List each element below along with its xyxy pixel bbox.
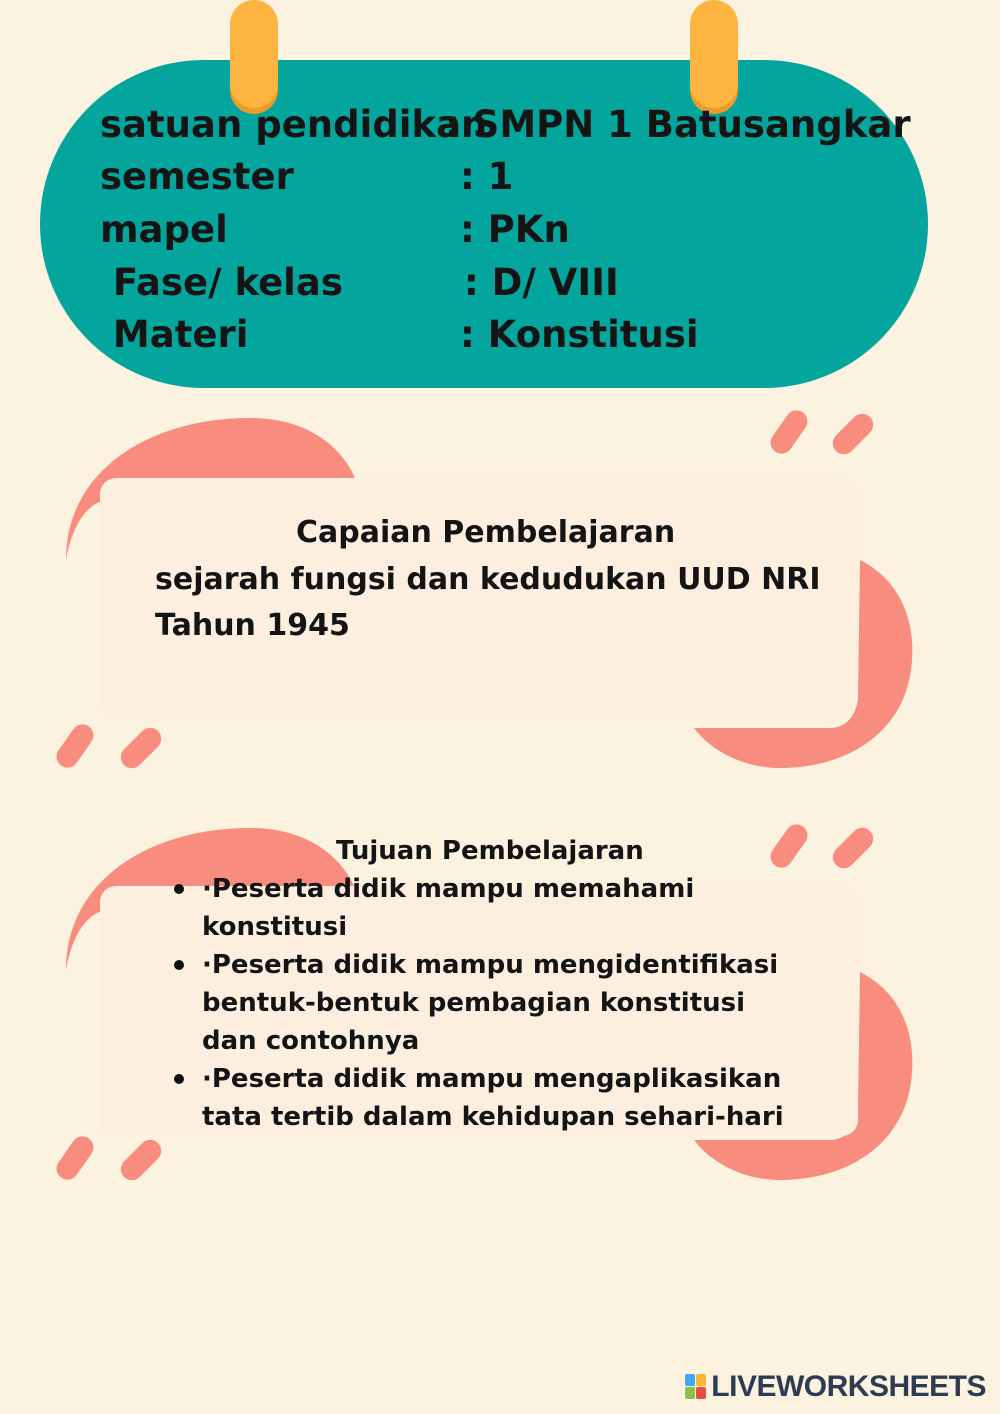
tujuan-title: Tujuan Pembelajaran <box>336 836 644 866</box>
capaian-text-line: Tahun 1945 <box>155 608 350 643</box>
info-value: : 1 <box>460 155 514 198</box>
capaian-title: Capaian Pembelajaran <box>296 515 676 550</box>
info-label: mapel <box>100 208 228 251</box>
info-value: : Konstitusi <box>460 313 699 356</box>
bullet-icon <box>174 884 184 894</box>
list-item <box>174 946 802 1060</box>
list-item <box>174 1060 802 1136</box>
capaian-text-line: sejarah fungsi dan kedudukan UUD NRI <box>155 562 821 597</box>
list-item-text: ·Peserta didik mampu memahami konstitusi <box>202 874 695 942</box>
info-value: : D/ VIII <box>464 261 619 304</box>
list-item-text: ·Peserta didik mampu mengidentifikasi bentuk-bentuk pembagian konstitusi dan contohnya <box>202 950 779 1056</box>
liveworksheets-logo-icon <box>685 1374 707 1400</box>
list-item-text: ·Peserta didik mampu mengaplikasikan tata tertib dalam kehidupan sehari-hari <box>202 1064 784 1132</box>
watermark-text: LIVEWORKSHEETS <box>711 1370 986 1403</box>
info-label: Fase/ kelas <box>100 261 343 304</box>
liveworksheets-watermark <box>685 1370 986 1404</box>
info-label: semester <box>100 155 294 198</box>
info-value: : SMPN 1 Batusangkar <box>445 103 911 146</box>
bullet-icon <box>174 960 184 970</box>
info-label: satuan pendidikan <box>100 103 488 146</box>
list-item <box>174 870 802 946</box>
bullet-icon <box>174 1074 184 1084</box>
info-value: : PKn <box>460 208 570 251</box>
tujuan-list <box>174 870 802 1136</box>
info-label: Materi <box>100 313 249 356</box>
